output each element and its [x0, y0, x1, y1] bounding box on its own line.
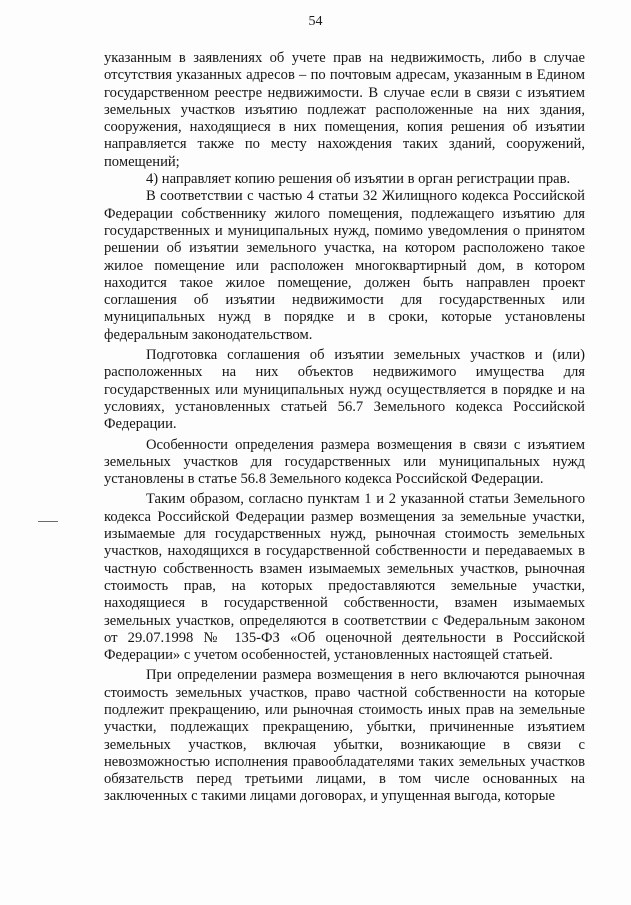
scan-artifact-mark	[38, 521, 58, 522]
page-number: 54	[308, 14, 323, 29]
paragraph-compensation-composition: При определении размера возмещения в него включаются рыночная стоимость земельных участков, право частной собственности на которые подлежит прекращению, или рыночная стоимость иных прав на земельные участки, подлежащих прекращению, убытки, причиненные изъятием земельных участков, включая убытки, возникающие в связи с невозможностью исполнения правообладателями таких земельных участков обязательств перед третьими лицами, в том числе основанных на заключенных с такими лицами договорах, и упущенная выгода, которые	[104, 667, 585, 805]
document-body	[104, 50, 585, 806]
paragraph-continuation: указанным в заявлениях об учете прав на недвижимость, либо в случае отсутствия указанных адресов – по почтовым адресам, указанным в Едином государственном реестре недвижимости. В случае если в связи с изъятием земельных участков изъятию подлежат расположенные на них здания, сооружения, находящиеся в них помещения, копия решения об изъятии направляется также по месту нахождения таких зданий, сооружений, помещений;	[104, 50, 585, 170]
paragraph-agreement-preparation: Подготовка соглашения об изъятии земельных участков и (или) расположенных на них объектов недвижимого имущества для государственных или муниципальных нужд осуществляется в порядке и на условиях, установленных статьей 56.7 Земельного кодекса Российской Федерации.	[104, 347, 585, 433]
paragraph-housing-code: В соответствии с частью 4 статьи 32 Жилищного кодекса Российской Федерации собственнику жилого помещения, подлежащего изъятию для государственных и муниципальных нужд, помимо уведомления о принятом решении об изъятии земельного участка, на котором расположено такое жилое помещение или расположен многоквартирный дом, в котором находится такое жилое помещение, должен быть направлен проект соглашения об изъятии недвижимости для государственных или муниципальных нужд в порядке и в сроки, которые установлены федеральным законодательством.	[104, 188, 585, 343]
paragraph-list-item-4: 4) направляет копию решения об изъятии в орган регистрации прав.	[146, 171, 571, 188]
paragraph-compensation-amount: Таким образом, согласно пунктам 1 и 2 указанной статьи Земельного кодекса Российской Федерации размер возмещения за земельные участки, изымаемые для государственных нужд, рыночная стоимость земельных участков, находящихся в государственной собственности и передаваемых в частную собственность взамен изымаемых земельных участков, рыночная стоимость прав, на которых предоставляются земельные участки, находящиеся в государственной собственности, взамен изымаемых земельных участков, определяются в соответствии с Федеральным законом от 29.07.1998 № 135-ФЗ «Об оценочной деятельности в Российской Федерации» с учетом особенностей, установленных настоящей статьей.	[104, 491, 585, 664]
paragraph-compensation-features: Особенности определения размера возмещения в связи с изъятием земельных участков для государственных или муниципальных нужд установлены в статье 56.8 Земельного кодекса Российской Федерации.	[104, 436, 585, 488]
